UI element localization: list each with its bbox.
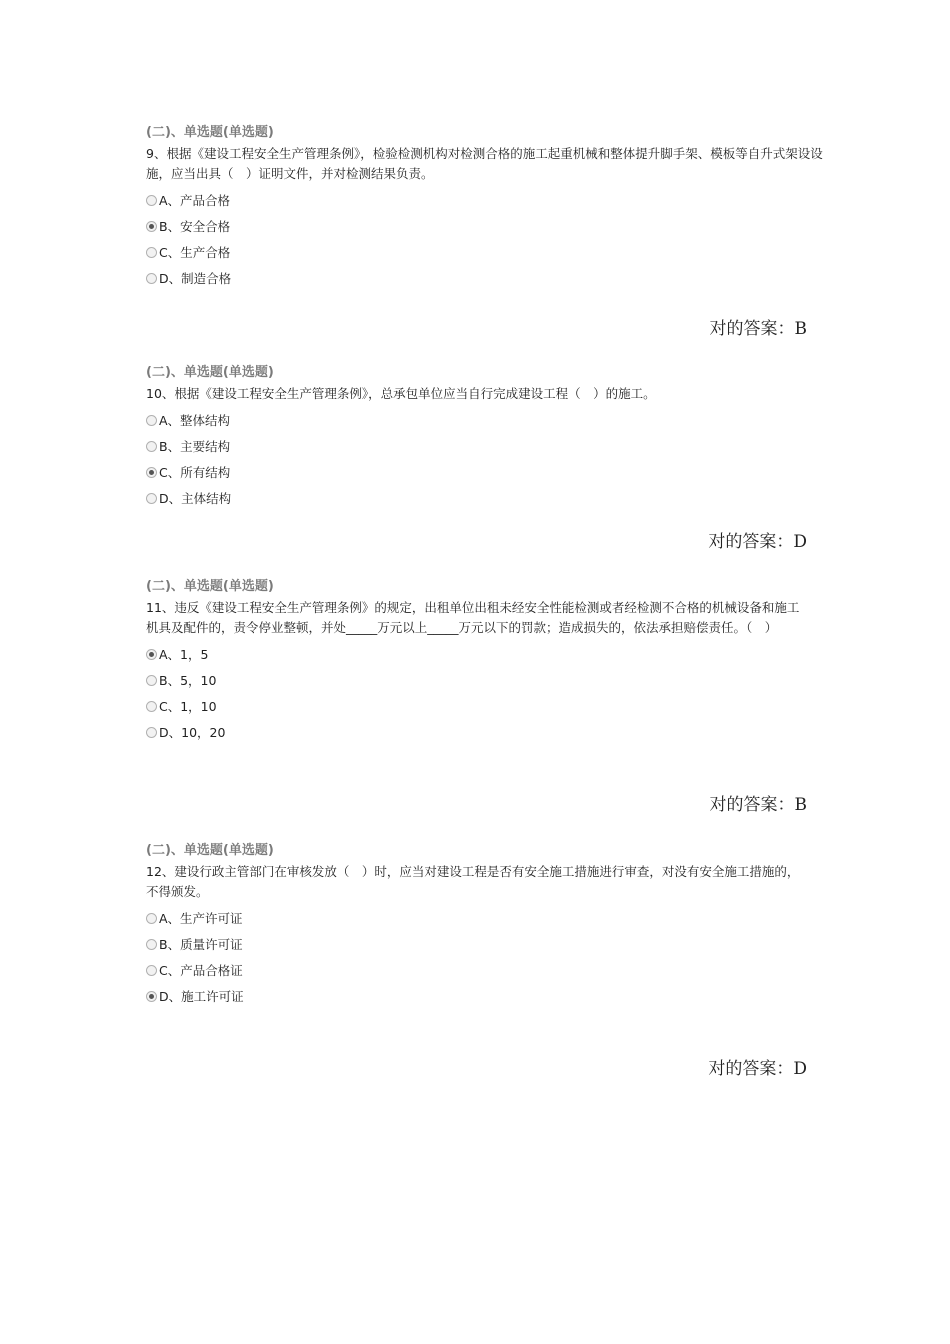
option-c[interactable] [146,459,836,485]
radio-icon[interactable] [146,649,157,660]
option-label: D、制造合格 [159,271,232,286]
option-label: B、质量许可证 [159,937,243,952]
option-label: D、主体结构 [159,491,232,506]
radio-icon[interactable] [146,273,157,284]
option-label: A、产品合格 [159,193,231,208]
radio-icon[interactable] [146,415,157,426]
option-label: C、所有结构 [159,465,231,480]
question-text: 9、根据《建设工程安全生产管理条例》，检验检测机构对检测合格的施工起重机械和整体提升脚手架、模板等自升式架设设施，应当出具（ ）证明文件，并对检测结果负责。 [146,146,823,181]
option-label: C、1，10 [159,699,217,714]
option-label: A、整体结构 [159,413,231,428]
radio-icon[interactable] [146,965,157,976]
radio-icon[interactable] [146,493,157,504]
question-type: (二)、单选题(单选题) [146,125,274,140]
option-a[interactable] [146,407,836,433]
question-text: 11、违反《建设工程安全生产管理条例》的规定，出租单位出租未经安全性能检测或者经检测不合格的机械设备和施工机具及配件的，责令停业整顿，并处_____万元以上_____万元以下的罚款；造成损失的，依法承担赔偿责任。（ ） [146,600,800,635]
correct-answer: 对的答案：D [708,532,807,552]
option-c[interactable] [146,239,836,265]
radio-icon[interactable] [146,991,157,1002]
option-d[interactable] [146,983,836,1009]
option-b[interactable] [146,667,836,693]
option-label: C、生产合格 [159,245,231,260]
option-d[interactable] [146,265,836,291]
option-a[interactable] [146,905,836,931]
option-c[interactable] [146,693,836,719]
option-c[interactable] [146,957,836,983]
correct-answer: 对的答案：D [708,1059,807,1079]
option-label: A、生产许可证 [159,911,243,926]
question-type: (二)、单选题(单选题) [146,843,274,858]
correct-answer: 对的答案：B [709,795,807,815]
option-b[interactable] [146,433,836,459]
question-text: 12、建设行政主管部门在审核发放（ ）时，应当对建设工程是否有安全施工措施进行审查，对没有安全施工措施的，不得颁发。 [146,864,800,899]
question-9 [146,124,836,291]
radio-icon[interactable] [146,913,157,924]
option-label: D、施工许可证 [159,989,244,1004]
radio-icon[interactable] [146,727,157,738]
radio-icon[interactable] [146,195,157,206]
radio-icon[interactable] [146,221,157,232]
radio-icon[interactable] [146,467,157,478]
option-label: C、产品合格证 [159,963,243,978]
radio-icon[interactable] [146,247,157,258]
question-type: (二)、单选题(单选题) [146,365,274,380]
radio-icon[interactable] [146,701,157,712]
question-type: (二)、单选题(单选题) [146,579,274,594]
question-10 [146,364,836,511]
radio-icon[interactable] [146,939,157,950]
radio-icon[interactable] [146,675,157,686]
option-d[interactable] [146,719,836,745]
option-label: B、安全合格 [159,219,231,234]
correct-answer: 对的答案：B [709,319,807,339]
option-d[interactable] [146,485,836,511]
question-11 [146,578,836,745]
option-a[interactable] [146,187,836,213]
option-label: B、主要结构 [159,439,231,454]
radio-icon[interactable] [146,441,157,452]
option-label: B、5，10 [159,673,217,688]
option-label: A、1，5 [159,647,209,662]
question-text: 10、根据《建设工程安全生产管理条例》，总承包单位应当自行完成建设工程（ ）的施工。 [146,386,656,401]
option-label: D、10，20 [159,725,226,740]
question-12 [146,842,836,1009]
option-b[interactable] [146,931,836,957]
option-a[interactable] [146,641,836,667]
option-b[interactable] [146,213,836,239]
